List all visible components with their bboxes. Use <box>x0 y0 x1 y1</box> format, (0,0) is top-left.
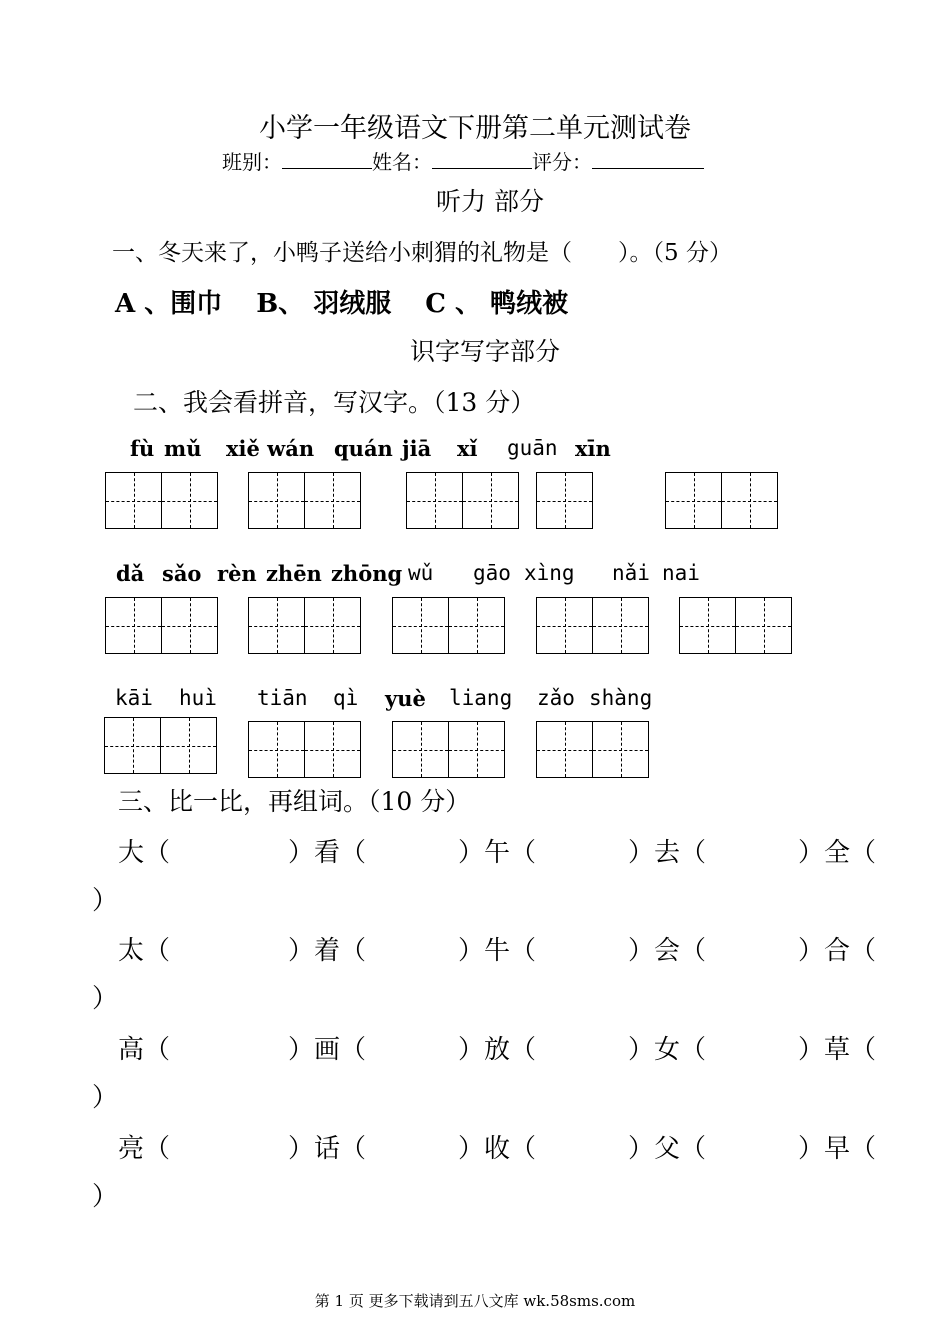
compare-item: 大（ <box>118 838 171 868</box>
compare-item: ）话（ <box>288 1134 367 1164</box>
pinyin: wǔ <box>408 561 434 585</box>
compare-row <box>118 1128 876 1165</box>
pinyin: zǎo <box>537 686 575 710</box>
writing-grid <box>536 597 649 654</box>
option-b[interactable]: B、 羽绒服 <box>256 289 392 319</box>
writing-cell[interactable] <box>448 721 505 778</box>
compare-item: ）收（ <box>458 1134 537 1164</box>
writing-cell[interactable] <box>665 472 722 529</box>
listening-options <box>115 283 602 320</box>
listening-question: 一、冬天来了，小鸭子送给小刺猬的礼物是（ ）。（5 分） <box>112 240 732 266</box>
listening-heading: 听力 部分 <box>436 187 544 216</box>
pinyin: jiā <box>402 436 432 461</box>
compare-item: 亮（ <box>118 1134 171 1164</box>
option-a[interactable]: A 、围巾 <box>115 289 223 319</box>
writing-cell[interactable] <box>406 472 463 529</box>
pinyin: dǎ <box>116 561 145 586</box>
compare-item: 高（ <box>118 1035 171 1065</box>
writing-grid <box>536 721 649 778</box>
pinyin: xìng <box>524 561 575 585</box>
compare-item: ）牛（ <box>458 936 537 966</box>
writing-cell[interactable] <box>592 721 649 778</box>
name-label: 姓名： <box>372 150 432 174</box>
score-blank[interactable] <box>592 148 704 169</box>
pinyin: nai <box>662 561 700 585</box>
pinyin: qì <box>333 686 359 710</box>
writing-cell[interactable] <box>248 721 305 778</box>
compare-item: ）女（ <box>628 1035 707 1065</box>
writing-grid <box>679 597 792 654</box>
writing-cell[interactable] <box>536 472 593 529</box>
pinyin: zhēn <box>266 561 322 586</box>
writing-grid <box>392 721 505 778</box>
compare-item: 太（ <box>118 936 171 966</box>
writing-cell[interactable] <box>721 472 778 529</box>
student-info-line <box>222 146 704 175</box>
writing-cell[interactable] <box>679 597 736 654</box>
writing-cell[interactable] <box>392 597 449 654</box>
page-footer: 第 1 页 更多下载请到五八文库 wk.58sms.com <box>314 1292 636 1310</box>
writing-cell[interactable] <box>248 472 305 529</box>
writing-grid <box>392 597 505 654</box>
writing-cell[interactable] <box>248 597 305 654</box>
pinyin: gāo <box>473 561 511 585</box>
pinyin: mǔ <box>164 436 202 461</box>
compare-item: ）全（ <box>798 838 877 868</box>
close-paren: ） <box>92 984 119 1014</box>
writing-grid <box>536 472 593 529</box>
pinyin: liang <box>449 686 513 710</box>
writing-cell[interactable] <box>105 472 162 529</box>
pinyin: yuè <box>385 686 426 711</box>
pinyin: nǎi <box>612 561 650 585</box>
pinyin: guān <box>507 436 558 460</box>
writing-cell[interactable] <box>592 597 649 654</box>
compare-row <box>118 832 876 869</box>
pinyin: rèn <box>217 561 257 586</box>
writing-grid <box>248 597 361 654</box>
writing-grid <box>406 472 519 529</box>
compare-item: ）早（ <box>798 1134 877 1164</box>
writing-cell[interactable] <box>392 721 449 778</box>
name-blank[interactable] <box>432 148 532 169</box>
writing-cell[interactable] <box>105 597 162 654</box>
compare-item: ）父（ <box>628 1134 707 1164</box>
compare-item: ）去（ <box>628 838 707 868</box>
pinyin: xīn <box>575 436 611 461</box>
writing-cell[interactable] <box>160 717 217 774</box>
writing-cell[interactable] <box>304 472 361 529</box>
writing-cell[interactable] <box>448 597 505 654</box>
pinyin: shàng <box>589 686 653 710</box>
writing-cell[interactable] <box>304 721 361 778</box>
writing-cell[interactable] <box>536 721 593 778</box>
compare-item: ）放（ <box>458 1035 537 1065</box>
writing-heading: 识字写字部分 <box>410 337 561 366</box>
writing-cell[interactable] <box>536 597 593 654</box>
pinyin: zhōng <box>331 561 403 586</box>
compare-row <box>118 930 876 967</box>
page-title: 小学一年级语文下册第二单元测试卷 <box>259 113 691 144</box>
writing-grid <box>105 597 218 654</box>
writing-cell[interactable] <box>462 472 519 529</box>
writing-cell[interactable] <box>161 597 218 654</box>
writing-cell[interactable] <box>104 717 161 774</box>
compare-row <box>118 1029 876 1066</box>
class-label: 班别： <box>222 150 282 174</box>
pinyin: huì <box>179 686 217 710</box>
close-paren: ） <box>92 886 119 916</box>
compare-item: ）会（ <box>628 936 707 966</box>
writing-grid <box>248 472 361 529</box>
compare-item: ）看（ <box>288 838 367 868</box>
writing-cell[interactable] <box>161 472 218 529</box>
writing-cell[interactable] <box>735 597 792 654</box>
compare-item: ）画（ <box>288 1035 367 1065</box>
pinyin: fù <box>130 436 155 461</box>
pinyin: xǐ <box>457 436 478 461</box>
pinyin: sǎo <box>162 561 202 586</box>
compare-item: ）合（ <box>798 936 877 966</box>
score-label: 评分： <box>532 150 592 174</box>
close-paren: ） <box>92 1182 119 1212</box>
writing-grid <box>104 717 217 774</box>
pinyin: kāi <box>115 686 153 710</box>
pinyin: tiān <box>257 686 308 710</box>
close-paren: ） <box>92 1083 119 1113</box>
writing-cell[interactable] <box>304 597 361 654</box>
question-3: 三、比一比，再组词。（10 分） <box>118 787 471 816</box>
writing-grid <box>665 472 778 529</box>
option-c[interactable]: C 、 鸭绒被 <box>425 289 569 319</box>
compare-item: ）草（ <box>798 1035 877 1065</box>
pinyin: xiě wán <box>226 436 315 461</box>
class-blank[interactable] <box>282 148 372 169</box>
compare-item: ）午（ <box>458 838 537 868</box>
writing-grid <box>248 721 361 778</box>
question-2: 二、我会看拼音，写汉字。（13 分） <box>133 388 536 417</box>
writing-grid <box>105 472 218 529</box>
compare-item: ）着（ <box>288 936 367 966</box>
pinyin: quán <box>334 436 393 461</box>
